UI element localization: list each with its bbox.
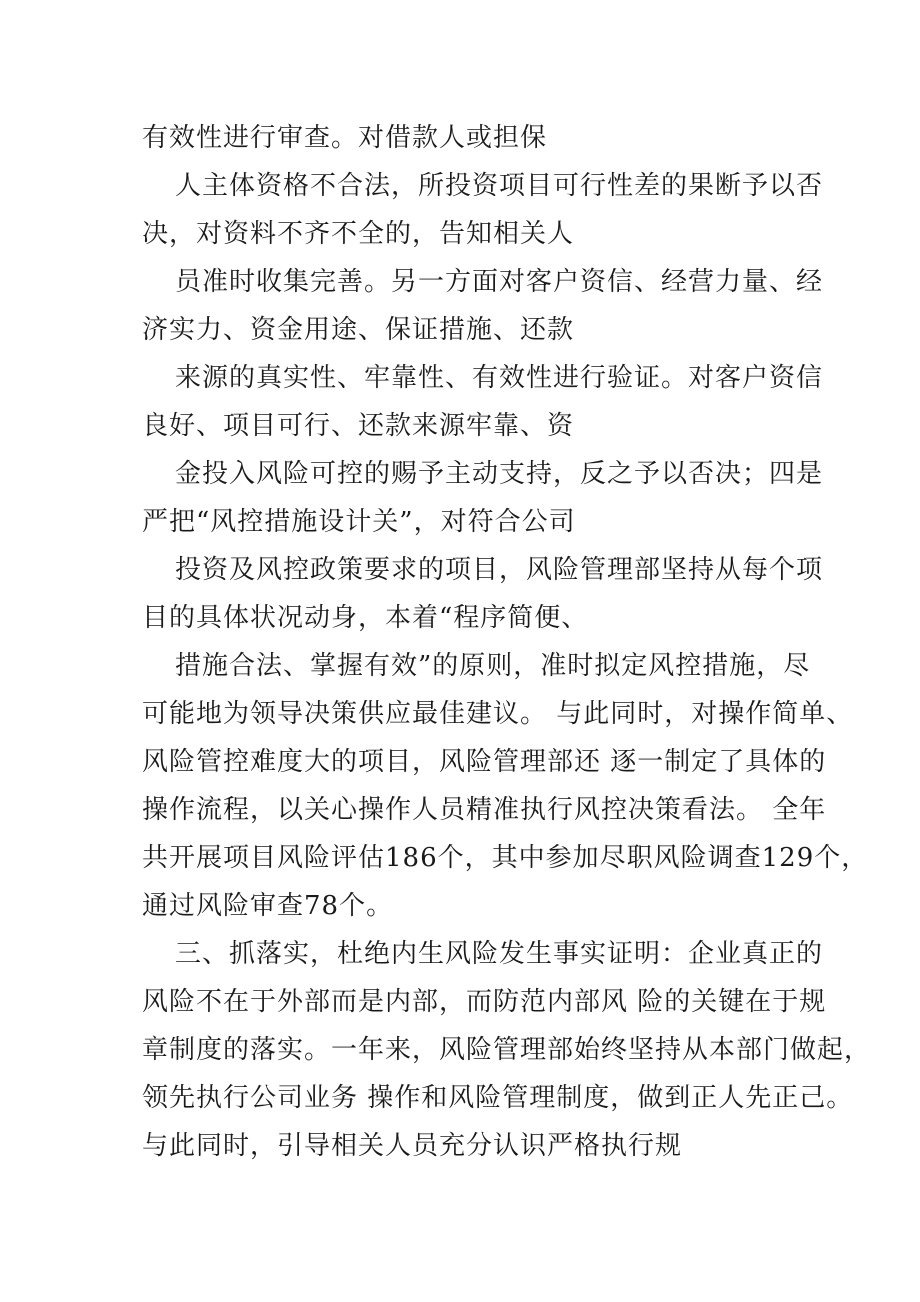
text-line: 良好、项目可行、还款来源牢靠、资 <box>142 411 575 441</box>
text-line: 济实力、资金用途、保证措施、还款 <box>142 315 575 345</box>
text-line: 员准时收集完善。另一方面对客户资信、经营力量、经 <box>175 267 824 297</box>
text-line: 通过风险审查78个。 <box>142 891 394 921</box>
text-line: 风险不在于外部而是内部，而防范内部风 险的关键在于规 <box>142 987 827 1017</box>
text-line: 严把“风控措施设计关”，对符合公司 <box>142 507 576 537</box>
text-line: 共开展项目风险评估186个，其中参加尽职风险调查129个， <box>142 843 869 873</box>
text-line: 投资及风控政策要求的项目，风险管理部坚持从每个项 <box>175 555 824 585</box>
text-line: 可能地为领导决策供应最佳建议。 与此同时，对操作简单、 <box>142 699 854 729</box>
text-line: 章制度的落实。一年来，风险管理部始终坚持从本部门做起， <box>142 1035 872 1065</box>
text-line: 人主体资格不合法，所投资项目可行性差的果断予以否 <box>175 171 824 201</box>
text-line: 来源的真实性、牢靠性、有效性进行验证。对客户资信 <box>175 363 824 393</box>
text-line: 决，对资料不齐不全的，告知相关人 <box>142 219 575 249</box>
section-heading-line: 三、抓落实，杜绝内生风险发生事实证明：企业真正的 <box>175 939 824 969</box>
text-line: 风险管控难度大的项目，风险管理部还 逐一制定了具体的 <box>142 747 827 777</box>
text-line: 有效性进行审查。对借款人或担保 <box>142 123 548 153</box>
text-line: 与此同时，引导相关人员充分认识严格执行规 <box>142 1131 683 1161</box>
text-line: 领先执行公司业务 操作和风险管理制度，做到正人先正己。 <box>142 1083 854 1113</box>
text-line: 措施合法、掌握有效”的原则，准时拟定风控措施，尽 <box>175 651 811 681</box>
text-line: 操作流程，以关心操作人员精准执行风控决策看法。 全年 <box>142 795 827 825</box>
text-line: 金投入风险可控的赐予主动支持，反之予以否决；四是 <box>175 459 824 489</box>
text-line: 目的具体状况动身，本着“程序简便、 <box>142 603 589 633</box>
